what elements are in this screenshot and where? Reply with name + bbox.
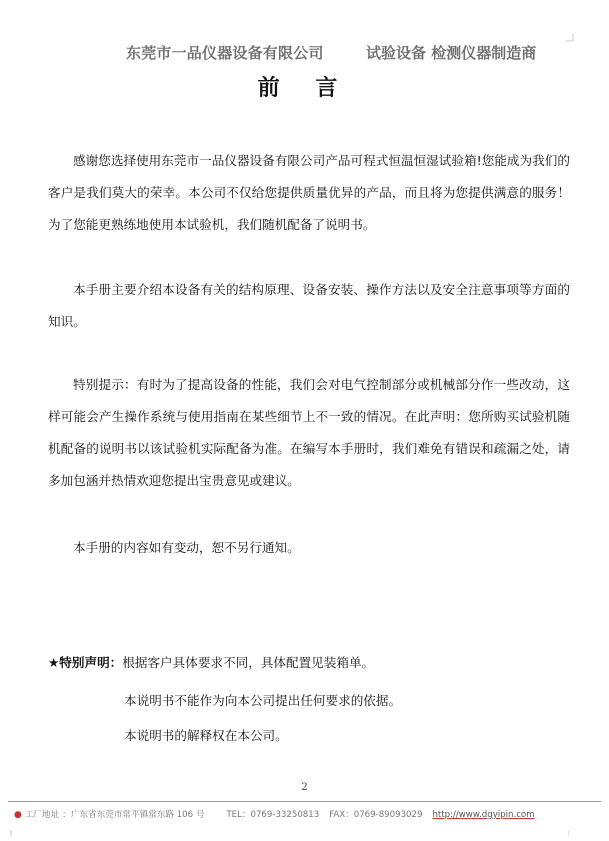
paragraph-change-notice: 本手册的内容如有变动，恕不另行通知。 bbox=[73, 540, 300, 555]
page-title: 前 言 bbox=[257, 75, 352, 101]
special-statement-text1: 根据客户具体要求不同，具体配置见装箱单。 bbox=[122, 655, 375, 670]
header-slogan: 试验设备 检测仪器制造商 bbox=[366, 44, 537, 62]
paragraph-intro: 感谢您选择使用东莞市一品仪器设备有限公司产品可程式恒温恒湿试验箱!您能成为我们的客户是我们莫大的荣幸。本公司不仅给您提供质量优异的产品，而且将为您提供满意的服务！为了您能更熟练地使用本试验机，我们随机配备了说明书。 bbox=[48, 153, 570, 232]
corner-mark-bottom-left bbox=[4, 830, 12, 838]
paragraph-manual-scope: 本手册主要介绍本设备有关的结构原理、设备安装、操作方法以及安全注意事项等方面的知识。 bbox=[48, 282, 570, 329]
special-statement-line2: 本说明书不能作为向本公司提出任何要求的依据。 bbox=[124, 693, 402, 708]
footer-tel: TEL：0769-33250813 bbox=[226, 810, 320, 820]
corner-mark-bottom-right bbox=[568, 830, 576, 838]
footer-fax: FAX：0769-89093029 bbox=[329, 810, 423, 820]
header-company-name: 东莞市一品仪器设备有限公司 bbox=[126, 44, 324, 62]
corner-mark-top-right bbox=[566, 34, 574, 42]
footer-address-label: 工厂地址 bbox=[24, 810, 60, 820]
footer-website-link[interactable]: http://www.dgyipin.com bbox=[432, 810, 535, 820]
page-number: 2 bbox=[301, 782, 308, 793]
special-statement-line1 bbox=[48, 647, 570, 679]
footer-divider bbox=[8, 801, 601, 802]
footer-bullet-icon: ● bbox=[14, 810, 22, 820]
footer-address: ：广东省东莞市常平镇常东路 106 号 bbox=[62, 810, 205, 820]
special-statement-line3: 本说明书的解释权在本公司。 bbox=[124, 728, 288, 743]
special-statement-label: ★特别声明： bbox=[48, 655, 123, 670]
paragraph-special-notice: 特别提示：有时为了提高设备的性能，我们会对电气控制部分或机械部分作一些改动，这样可能会产生操作系统与使用指南在某些细节上不一致的情况。在此声明：您所购买试验机随机配备的说明书以该试验机实际配备为准。在编写本手册时，我们难免有错误和疏漏之处，请多加包涵并热情欢迎您提出宝贵意见或建议。 bbox=[48, 377, 570, 488]
footer bbox=[14, 808, 538, 820]
